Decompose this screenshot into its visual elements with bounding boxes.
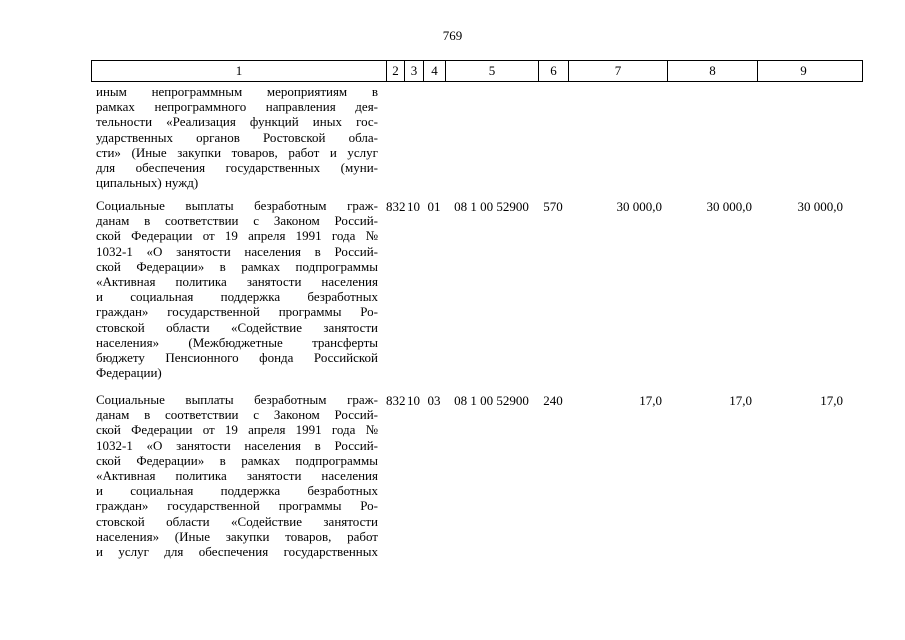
description-cell-spacer	[91, 198, 386, 216]
description-line: населения» (Иные закупки товаров, работ	[96, 528, 378, 544]
description-line: 1032-1 «О занятости населения в Россий-	[96, 437, 378, 453]
target-article-code: 08 1 00 52900	[454, 199, 529, 214]
table-header-row	[91, 60, 863, 82]
expense-type-code: 570	[543, 199, 563, 214]
description-line: Социальные выплаты безработным граж-	[96, 198, 378, 213]
section-code: 10	[407, 199, 420, 214]
description-line: «Активная политика занятости населения	[96, 274, 378, 290]
page-number: 769	[442, 28, 463, 43]
description-line: ской Федерации» в рамках подпрограммы	[96, 452, 378, 468]
ministry-code: 832	[386, 199, 406, 214]
amount-year-2: 17,0	[729, 393, 752, 408]
table-row	[91, 198, 863, 216]
section-code: 10	[407, 393, 420, 408]
description-line: ской Федерации от 19 апреля 1991 года №	[96, 422, 378, 438]
ministry-code: 832	[386, 393, 406, 408]
description-line: и социальная поддержка безработных	[96, 289, 378, 305]
amount-year-3: 30 000,0	[797, 199, 843, 214]
description-line: для обеспечения государственных (муни-	[96, 160, 378, 176]
column-number: 6	[539, 61, 569, 81]
description-line: стовской области «Содействие занятости	[96, 319, 378, 335]
description-line: «Активная политика занятости населения	[96, 468, 378, 484]
table-row	[91, 392, 863, 410]
description-line: стовской области «Содействие занятости	[96, 513, 378, 529]
column-number: 7	[569, 61, 668, 81]
description-line: ударственных органов Ростовской обла-	[96, 129, 378, 145]
subsection-code: 01	[427, 199, 441, 214]
description-line: сти» (Иные закупки товаров, работ и услуг	[96, 144, 378, 160]
subsection-code: 03	[427, 393, 441, 408]
description-line: иным непрограммным мероприятиям в	[96, 84, 378, 99]
column-number: 2	[387, 61, 405, 81]
description-line: ской Федерации от 19 апреля 1991 года №	[96, 228, 378, 244]
description-line: ципальных) нужд)	[96, 175, 199, 191]
description-line: данам в соответствии с Законом Россий-	[96, 213, 378, 229]
amount-year-1: 30 000,0	[616, 199, 662, 214]
description-line: и услуг для обеспечения государственных	[96, 544, 378, 560]
column-number: 9	[800, 63, 807, 78]
column-number: 1	[92, 61, 387, 81]
target-article-code: 08 1 00 52900	[454, 393, 529, 408]
expense-type-code: 240	[543, 393, 563, 408]
description-line: бюджету Пенсионного фонда Российской	[96, 350, 378, 366]
description-line: граждан» государственной программы Ро-	[96, 498, 378, 514]
description-line: граждан» государственной программы Ро-	[96, 304, 378, 320]
amount-year-3: 17,0	[820, 393, 843, 408]
row-description	[96, 198, 378, 380]
description-cell-spacer	[91, 392, 386, 410]
column-number: 8	[668, 61, 758, 81]
description-line: тельности «Реализация функций иных гос-	[96, 114, 378, 130]
column-number: 3	[405, 61, 424, 81]
column-number: 4	[424, 61, 446, 81]
description-line: ской Федерации» в рамках подпрограммы	[96, 258, 378, 274]
column-number: 5	[446, 61, 539, 81]
description-line: 1032-1 «О занятости населения в Россий-	[96, 243, 378, 259]
description-line: и социальная поддержка безработных	[96, 483, 378, 499]
description-line: данам в соответствии с Законом Россий-	[96, 407, 378, 423]
row-description	[96, 84, 378, 190]
description-line: Социальные выплаты безработным граж-	[96, 392, 378, 407]
amount-year-2: 30 000,0	[706, 199, 752, 214]
row-description	[96, 392, 378, 559]
description-line: рамках непрограммного направления дея-	[96, 99, 378, 115]
description-line: населения» (Межбюджетные трансферты	[96, 334, 378, 350]
description-line: Федерации)	[96, 365, 162, 381]
amount-year-1: 17,0	[639, 393, 662, 408]
